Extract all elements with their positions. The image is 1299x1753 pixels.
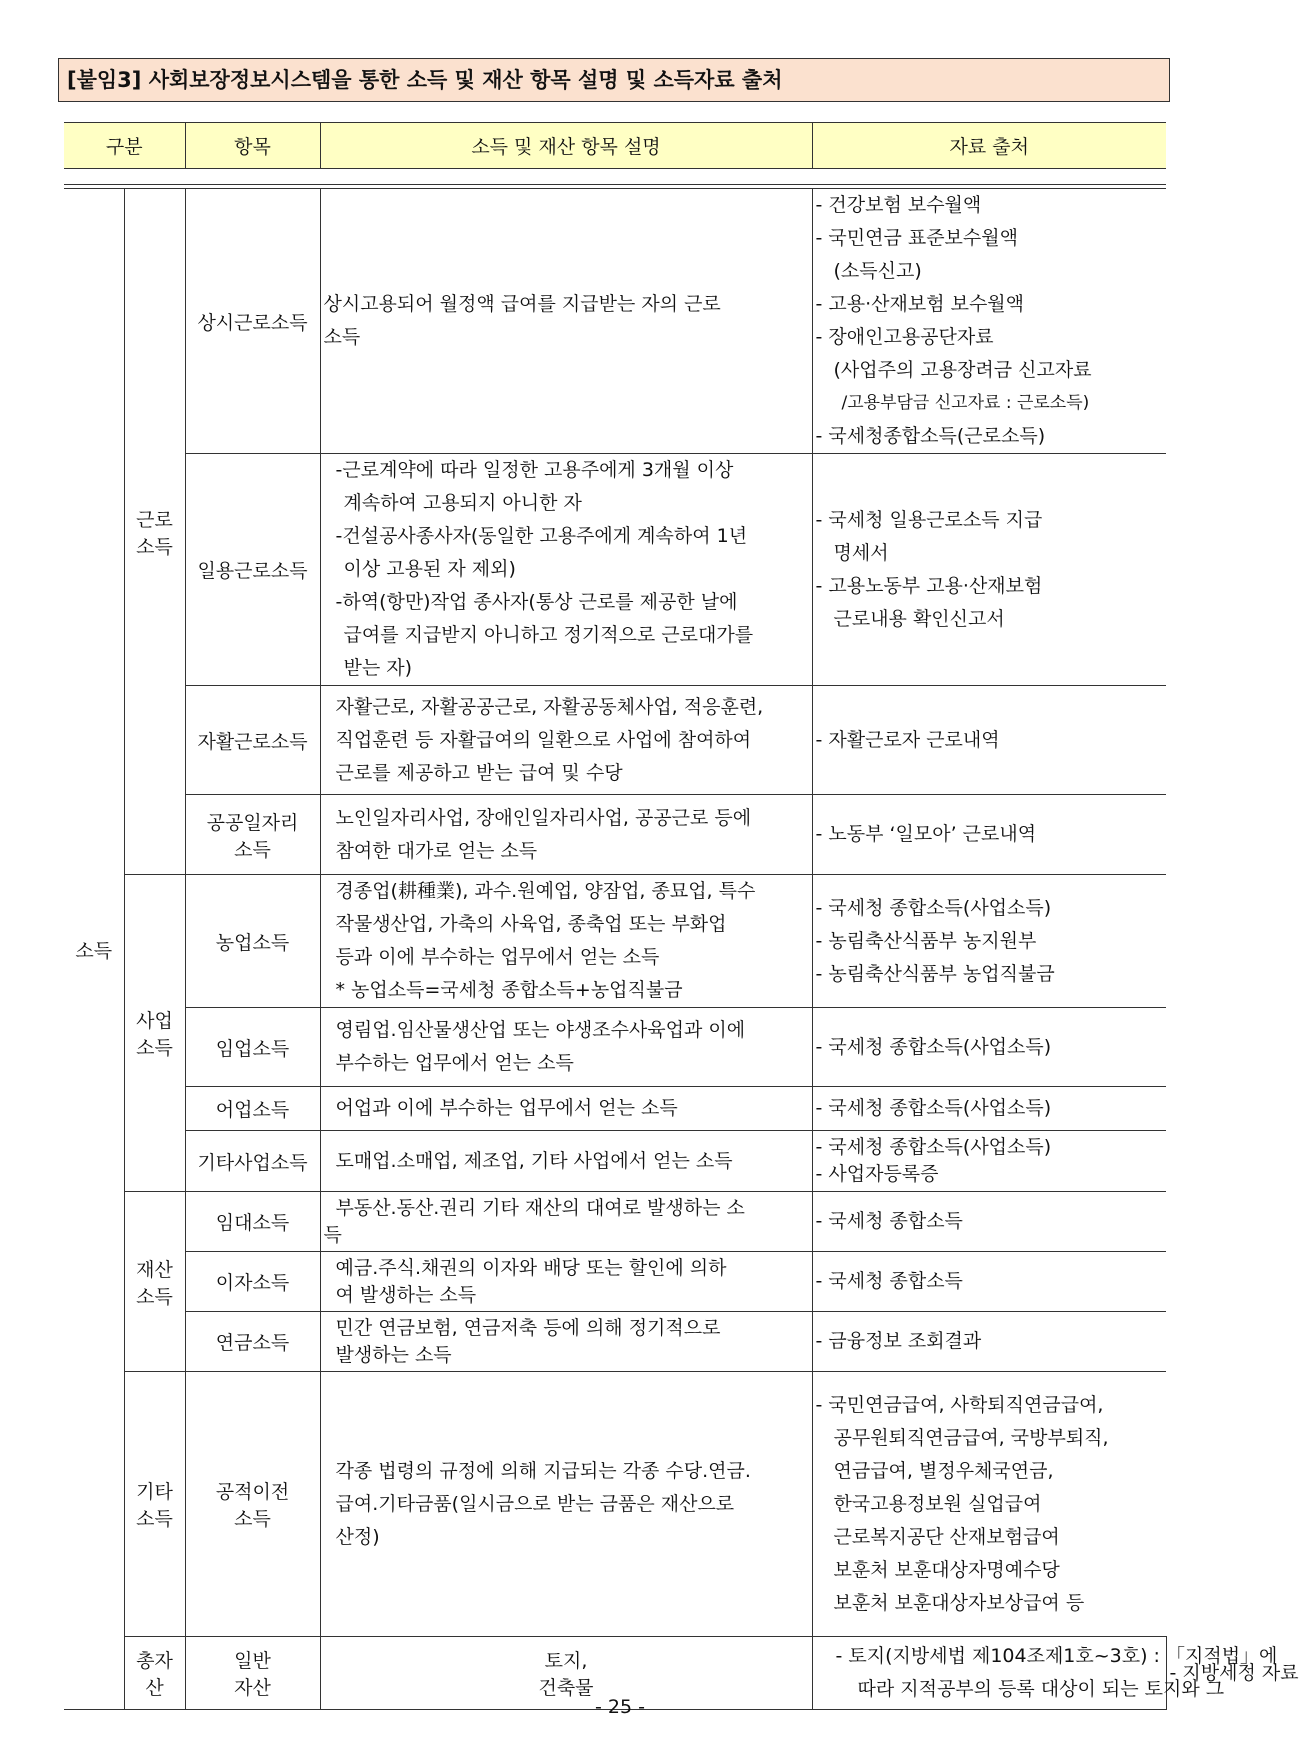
header-description: 소득 및 재산 항목 설명 [320,123,812,169]
item-label: 공적이전 소득 [185,1372,320,1637]
item-label: 이자소득 [185,1252,320,1312]
item-description: 민간 연금보험, 연금저축 등에 의해 정기적으로 발생하는 소득 [320,1312,812,1372]
item-description: -근로계약에 따라 일정한 고용주에게 3개월 이상 계속하여 고용되지 아니한 자 -건설공사종사자(동일한 고용주에게 계속하여 1년 이상 고용된 자 제외) -하역(항만)작업 종사자(통상 근로를 제공한 날에 급여를 지급받지 아니하고 정기적으로 근로대가를 받는 자) [320,454,812,686]
item-source: - 국세청 일용근로소득 지급 명세서 - 고용노동부 고용·산재보험 근로내용 확인신고서 [812,454,1166,686]
item-label: 임대소득 [185,1192,320,1252]
page-number: - 25 - [595,1696,645,1718]
item-label: 상시근로소득 [185,189,320,454]
table-row [64,1008,1166,1087]
divider [64,184,1166,185]
item-source: - 노동부 ‘일모아’ 근로내역 [812,795,1166,875]
header-source: 자료 출처 [812,123,1166,169]
item-description: 상시고용되어 월정액 급여를 지급받는 자의 근로 소득 [320,189,812,454]
item-label: 일용근로소득 [185,454,320,686]
table-row [64,1372,1166,1637]
item-label: 자활근로소득 [185,686,320,795]
item-source: - 국세청 종합소득(사업소득) - 농림축산식품부 농지원부 - 농림축산식품부 농업직불금 [812,875,1166,1008]
table-row [64,875,1166,1008]
table-row [64,1192,1166,1252]
income-property-table [64,188,1299,1710]
item-source: - 국세청 종합소득(사업소득) - 사업자등록증 [812,1131,1166,1192]
item-source: - 자활근로자 근로내역 [812,686,1166,795]
group-income: 소득 [64,189,124,1710]
item-label: 농업소득 [185,875,320,1008]
table-row [64,795,1166,875]
item-label: 토지, 건축물 [320,1637,812,1710]
header-item: 항목 [185,123,320,169]
item-description: 자활근로, 자활공공근로, 자활공동체사업, 적응훈련, 직업훈련 등 자활급여의 일환으로 사업에 참여하여 근로를 제공하고 받는 급여 및 수당 [320,686,812,795]
item-label: 공공일자리 소득 [185,795,320,875]
item-label: 임업소득 [185,1008,320,1087]
header-category: 구분 [64,123,185,169]
item-description: 영림업.임산물생산업 또는 야생조수사육업과 이에 부수하는 업무에서 얻는 소득 [320,1008,812,1087]
item-description: 어업과 이에 부수하는 업무에서 얻는 소득 [320,1087,812,1131]
table-row [64,454,1166,686]
item-description: 도매업.소매업, 제조업, 기타 사업에서 얻는 소득 [320,1131,812,1192]
table-row: 총자산 일반 자산 토지, 건축물 - 토지(지방세법 제104조제1호~3호) : 「지적법」에 따라 지적공부의 등록 대상이 되는 토지와 그 - 지방세정 자료 [64,1637,1166,1710]
item-source: - 국세청 종합소득 [812,1192,1166,1252]
item-source: - 건강보험 보수월액 - 국민연금 표준보수월액 (소득신고) - 고용·산재보험 보수월액 - 장애인고용공단자료 (사업주의 고용장려금 신고자료 /고용부담금 신고자료 : 근로소득) - 국세청종합소득(근로소득) [812,189,1166,454]
item-description: - 토지(지방세법 제104조제1호~3호) : 「지적법」에 따라 지적공부의 등록 대상이 되는 토지와 그 [812,1637,1166,1710]
item-description: 예금.주식.채권의 이자와 배당 또는 할인에 의하 여 발생하는 소득 [320,1252,812,1312]
item-description: 부동산.동산.권리 기타 재산의 대여로 발생하는 소 득 [320,1192,812,1252]
item-description: 각종 법령의 규정에 의해 지급되는 각종 수당.연금. 급여.기타금품(일시금으로 받는 금품은 재산으로 산정) [320,1372,812,1637]
item-label: 어업소득 [185,1087,320,1131]
group-other-income: 기타 소득 [124,1372,185,1637]
table-row [64,1312,1166,1372]
item-description: 경종업(耕種業), 과수.원예업, 양잠업, 종묘업, 특수 작물생산업, 가축의 사육업, 종축업 또는 부화업 등과 이에 부수하는 업무에서 얻는 소득 * 농업소득=국세청 종합소득+농업직불금 [320,875,812,1008]
item-source: - 국세청 종합소득 [812,1252,1166,1312]
table-row [64,189,1166,454]
item-description: 노인일자리사업, 장애인일자리사업, 공공근로 등에 참여한 대가로 얻는 소득 [320,795,812,875]
item-label: 기타사업소득 [185,1131,320,1192]
group-general-assets: 일반 자산 [185,1637,320,1710]
item-source: - 금융정보 조회결과 [812,1312,1166,1372]
item-source: - 국민연금급여, 사학퇴직연금급여, 공무원퇴직연금급여, 국방부퇴직, 연금급여, 별정우체국연금, 한국고용정보원 실업급여 근로복지공단 산재보험급여 보훈처 보훈대상자명예수당 보훈처 보훈대상자보상급여 등 [812,1372,1166,1637]
table-row [64,686,1166,795]
table-header [64,122,1166,169]
item-label: 연금소득 [185,1312,320,1372]
item-source: - 국세청 종합소득(사업소득) [812,1087,1166,1131]
group-work-income: 근로 소득 [124,189,185,875]
table-row [64,1252,1166,1312]
group-business-income: 사업 소득 [124,875,185,1192]
table-row [64,1087,1166,1131]
item-source: - 국세청 종합소득(사업소득) [812,1008,1166,1087]
group-total-assets: 총자산 [124,1637,185,1710]
table-row [64,1131,1166,1192]
document-title: [붙임3] 사회보장정보시스템을 통한 소득 및 재산 항목 설명 및 소득자료 출처 [58,58,1170,102]
group-property-income: 재산 소득 [124,1192,185,1372]
